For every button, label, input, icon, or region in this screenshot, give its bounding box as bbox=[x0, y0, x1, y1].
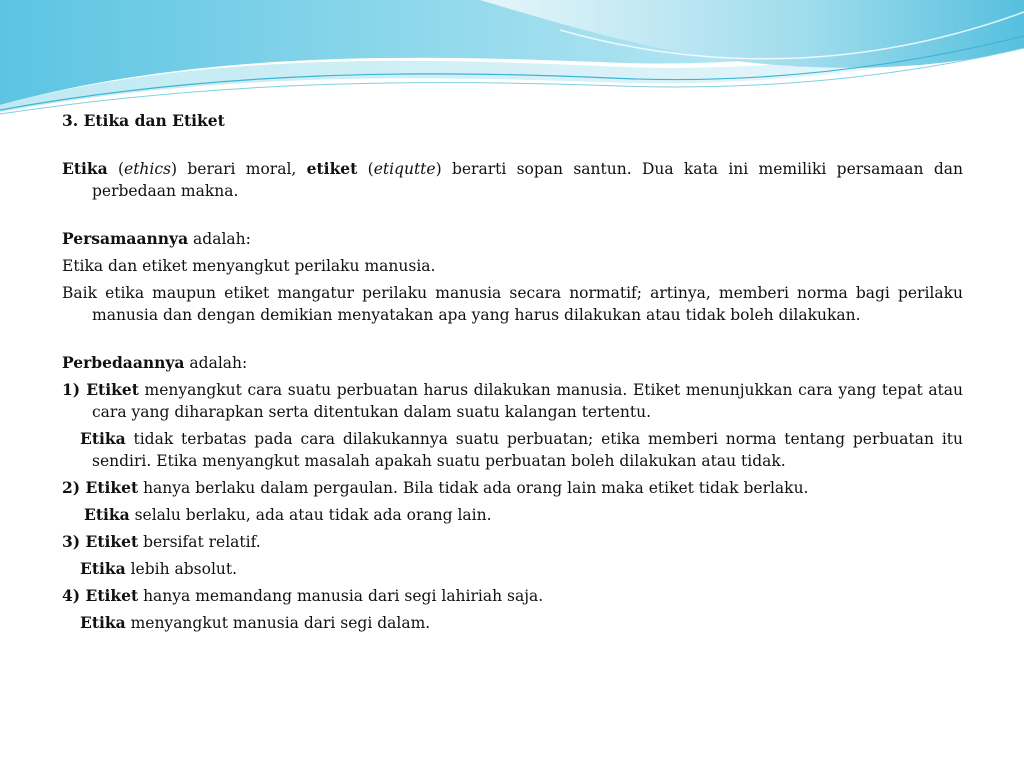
difference-etika-item: Etika menyangkut manusia dari segi dalam. bbox=[80, 613, 431, 632]
difference-etiket-item: 3) Etiket bersifat relatif. bbox=[62, 532, 261, 551]
difference-etika-item: Etika selalu berlaku, ada atau tidak ada orang lain. bbox=[84, 505, 492, 524]
difference-etiket-item: 2) Etiket hanya berlaku dalam pergaulan. Bila tidak ada orang lain maka etiket tidak berlaku. bbox=[62, 478, 809, 497]
slide-content bbox=[62, 110, 963, 634]
similarities-heading: Persamaannya adalah: bbox=[62, 229, 251, 248]
difference-etiket-item: 4) Etiket hanya memandang manusia dari segi lahiriah saja. bbox=[62, 586, 544, 605]
difference-etika-item: Etika tidak terbatas pada cara dilakukannya suatu perbuatan; etika memberi norma tentang perbuatan itu sendiri. Etika menyangkut masalah apakah suatu perbuatan boleh dilakukan atau tidak. bbox=[80, 429, 963, 470]
slide-title: 3. Etika dan Etiket bbox=[62, 111, 225, 130]
difference-etiket-item: 1) Etiket menyangkut cara suatu perbuatan harus dilakukan manusia. Etiket menunjukkan cara yang tepat atau cara yang diharapkan serta ditentukan dalam suatu kalangan tertentu. bbox=[62, 380, 964, 421]
intro-paragraph: Etika (ethics) berari moral, etiket (etiqutte) berarti sopan santun. Dua kata ini memiliki persamaan dan perbedaan makna. bbox=[62, 159, 963, 200]
similarity-item: Baik etika maupun etiket mangatur perilaku manusia secara normatif; artinya, memberi norma bagi perilaku manusia dan dengan demikian menyatakan apa yang harus dilakukan atau tidak boleh dilakukan. bbox=[62, 284, 963, 324]
similarity-item: Etika dan etiket menyangkut perilaku manusia. bbox=[62, 257, 436, 275]
differences-heading: Perbedaannya adalah: bbox=[62, 353, 248, 372]
difference-etika-item: Etika lebih absolut. bbox=[80, 559, 238, 578]
